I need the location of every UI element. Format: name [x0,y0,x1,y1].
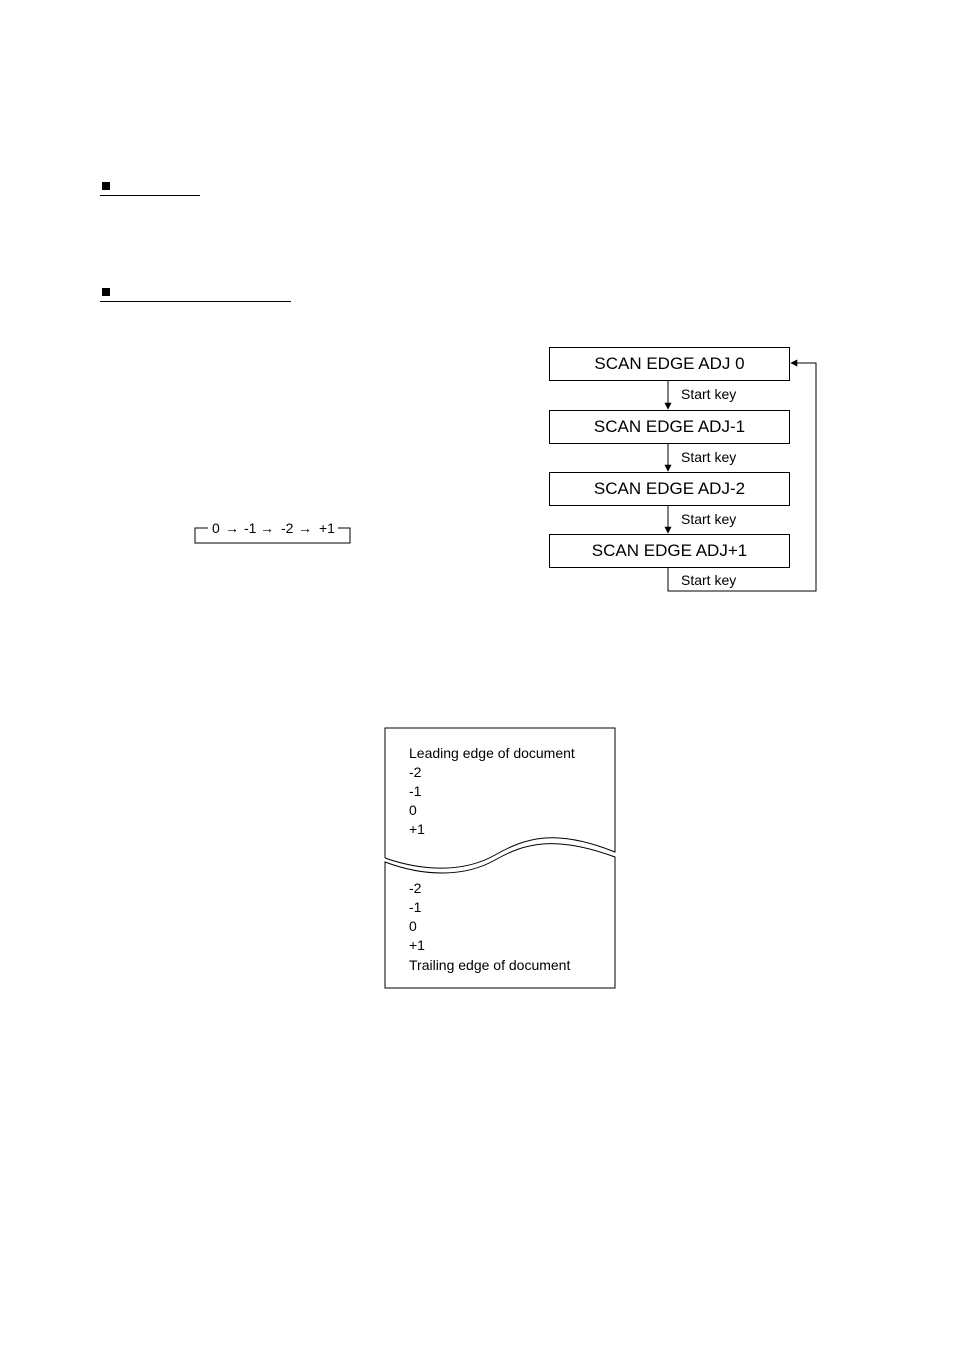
doc-bottom-line: +1 [409,937,425,953]
sequence-step: 0 [212,520,220,536]
doc-bottom-line: -2 [409,880,422,896]
flow-state-adj-plus-1: SCAN EDGE ADJ+1 [549,534,790,568]
doc-bottom-line: 0 [409,918,417,934]
sequence-arrow: → [225,520,239,536]
sequence-step: -1 [244,520,257,536]
flow-transition-label: Start key [681,386,737,402]
sequence-step: +1 [319,520,335,536]
sequence-step: -2 [281,520,294,536]
doc-top-line: -2 [409,764,422,780]
sequence-arrow: → [298,520,312,536]
flow-state-adj-minus-1: SCAN EDGE ADJ-1 [549,410,790,444]
sequence-arrow: → [260,520,274,536]
flow-state-adj-minus-2: SCAN EDGE ADJ-2 [549,472,790,506]
flow-transition-label: Start key [681,449,737,465]
flow-transition-label: Start key [681,572,737,588]
doc-top-line: 0 [409,802,417,818]
doc-top-line: +1 [409,821,425,837]
doc-top-line: -1 [409,783,422,799]
doc-bottom-line: -1 [409,899,422,915]
doc-bottom-line: Trailing edge of document [409,957,571,973]
flow-state-adj-0: SCAN EDGE ADJ 0 [549,347,790,381]
flow-transition-label: Start key [681,511,737,527]
doc-top-line: Leading edge of document [409,745,575,761]
